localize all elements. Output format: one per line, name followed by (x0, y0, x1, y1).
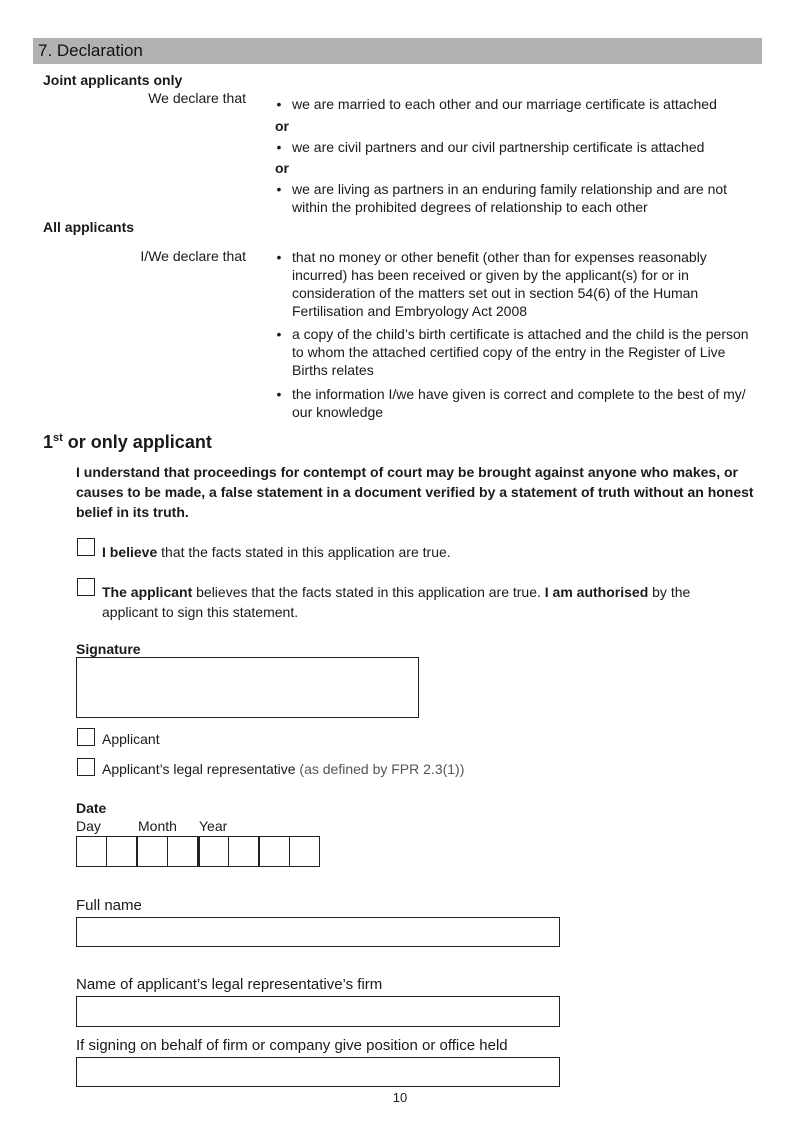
joint-option-partners (276, 180, 762, 216)
month-digit-1[interactable] (137, 836, 168, 867)
section-header (33, 38, 762, 64)
signature-field[interactable] (76, 657, 419, 718)
joint-option-partners-text: we are living as partners in an enduring family relationship and are not within the prohibited degrees of relationship to each other (292, 181, 728, 215)
all-bullet-no-money (276, 248, 752, 320)
joint-option-married (276, 95, 762, 113)
all-bullet-info-correct (276, 385, 752, 421)
all-bullet-no-money-text: that no money or other benefit (other than for expenses reasonably incurred) has been received or given by the applicant(s) for or in consideration of the matters set out in section 54(6) of the Human Fertilisation and Embryology Act 2008 (292, 249, 707, 319)
day-label: Day (76, 818, 101, 834)
month-label: Month (138, 818, 177, 834)
role-legal-rep-label (102, 761, 464, 777)
joint-lead: We declare that (148, 90, 246, 106)
month-digit-2[interactable] (167, 836, 198, 867)
applicant-end-text: by the applicant to sign this statement. (102, 584, 691, 620)
applicant-believes-statement (102, 582, 742, 622)
year-digit-1[interactable] (198, 836, 229, 867)
joint-option-married-text: we are married to each other and our marriage certificate is attached (292, 96, 717, 112)
role-applicant-label: Applicant (102, 731, 160, 747)
applicant-bold: The applicant (102, 584, 193, 600)
bullet-dot: • (276, 181, 282, 197)
bullet-dot: • (276, 249, 282, 265)
firm-field[interactable] (76, 996, 560, 1027)
position-field[interactable] (76, 1057, 560, 1087)
date-label: Date (76, 800, 107, 816)
joint-applicants-heading: Joint applicants only (43, 72, 183, 88)
bullet-dot: • (276, 96, 282, 112)
role-legal-rep-text: Applicant’s legal representative (102, 761, 296, 777)
all-lead: I/We declare that (140, 248, 246, 264)
believe-text: that the facts stated in this application are true. (157, 544, 451, 560)
bullet-dot: • (276, 386, 282, 402)
year-label: Year (199, 818, 228, 834)
or-separator-2: or (275, 160, 289, 176)
day-digit-2[interactable] (106, 836, 137, 867)
all-bullet-birth-cert-text: a copy of the child’s birth certificate is attached and the child is the person to whom the attached certified copy of the entry in the Register of Live Births relates (292, 326, 749, 378)
believe-bold: I believe (102, 544, 158, 560)
section-title: 7. Declaration (38, 41, 143, 60)
day-digit-1[interactable] (76, 836, 107, 867)
all-bullet-birth-cert (276, 325, 752, 379)
role-legal-rep-checkbox[interactable] (77, 758, 95, 776)
year-digit-2[interactable] (228, 836, 259, 867)
full-name-label: Full name (76, 897, 142, 914)
year-digit-3[interactable] (259, 836, 290, 867)
applicant-mid-text: believes that the facts stated in this application are true. (192, 584, 545, 600)
or-separator-1: or (275, 118, 289, 134)
all-applicants-heading: All applicants (43, 219, 135, 235)
position-label: If signing on behalf of firm or company give position or office held (76, 1037, 508, 1054)
believe-statement (102, 542, 772, 562)
role-legal-rep-note: (as defined by FPR 2.3(1)) (295, 761, 465, 777)
applicant-heading-text: or only applicant (62, 432, 212, 452)
authorised-bold: I am authorised (544, 584, 649, 600)
signature-label: Signature (76, 641, 141, 657)
page-number: 10 (392, 1090, 408, 1105)
applicant-believes-checkbox[interactable] (77, 578, 95, 596)
joint-option-civil (276, 138, 762, 156)
year-digit-4[interactable] (289, 836, 320, 867)
applicant-heading (43, 432, 212, 453)
firm-label: Name of applicant’s legal representative’s firm (76, 976, 383, 993)
applicant-heading-number: 1 (43, 432, 54, 452)
contempt-warning: I understand that proceedings for contempt of court may be brought against anyone who makes, or causes to be made, a false statement in a document verified by a statement of truth without an honest belief in its truth. (76, 464, 754, 520)
full-name-field[interactable] (76, 917, 560, 947)
date-input-group (76, 836, 321, 867)
applicant-heading-suffix: st (53, 432, 63, 444)
role-applicant-checkbox[interactable] (77, 728, 95, 746)
all-bullet-info-correct-text: the information I/we have given is correct and complete to the best of my/ our knowledge (292, 386, 746, 420)
believe-checkbox[interactable] (77, 538, 95, 556)
bullet-dot: • (276, 326, 282, 342)
joint-option-civil-text: we are civil partners and our civil partnership certificate is attached (292, 139, 705, 155)
bullet-dot: • (276, 139, 282, 155)
